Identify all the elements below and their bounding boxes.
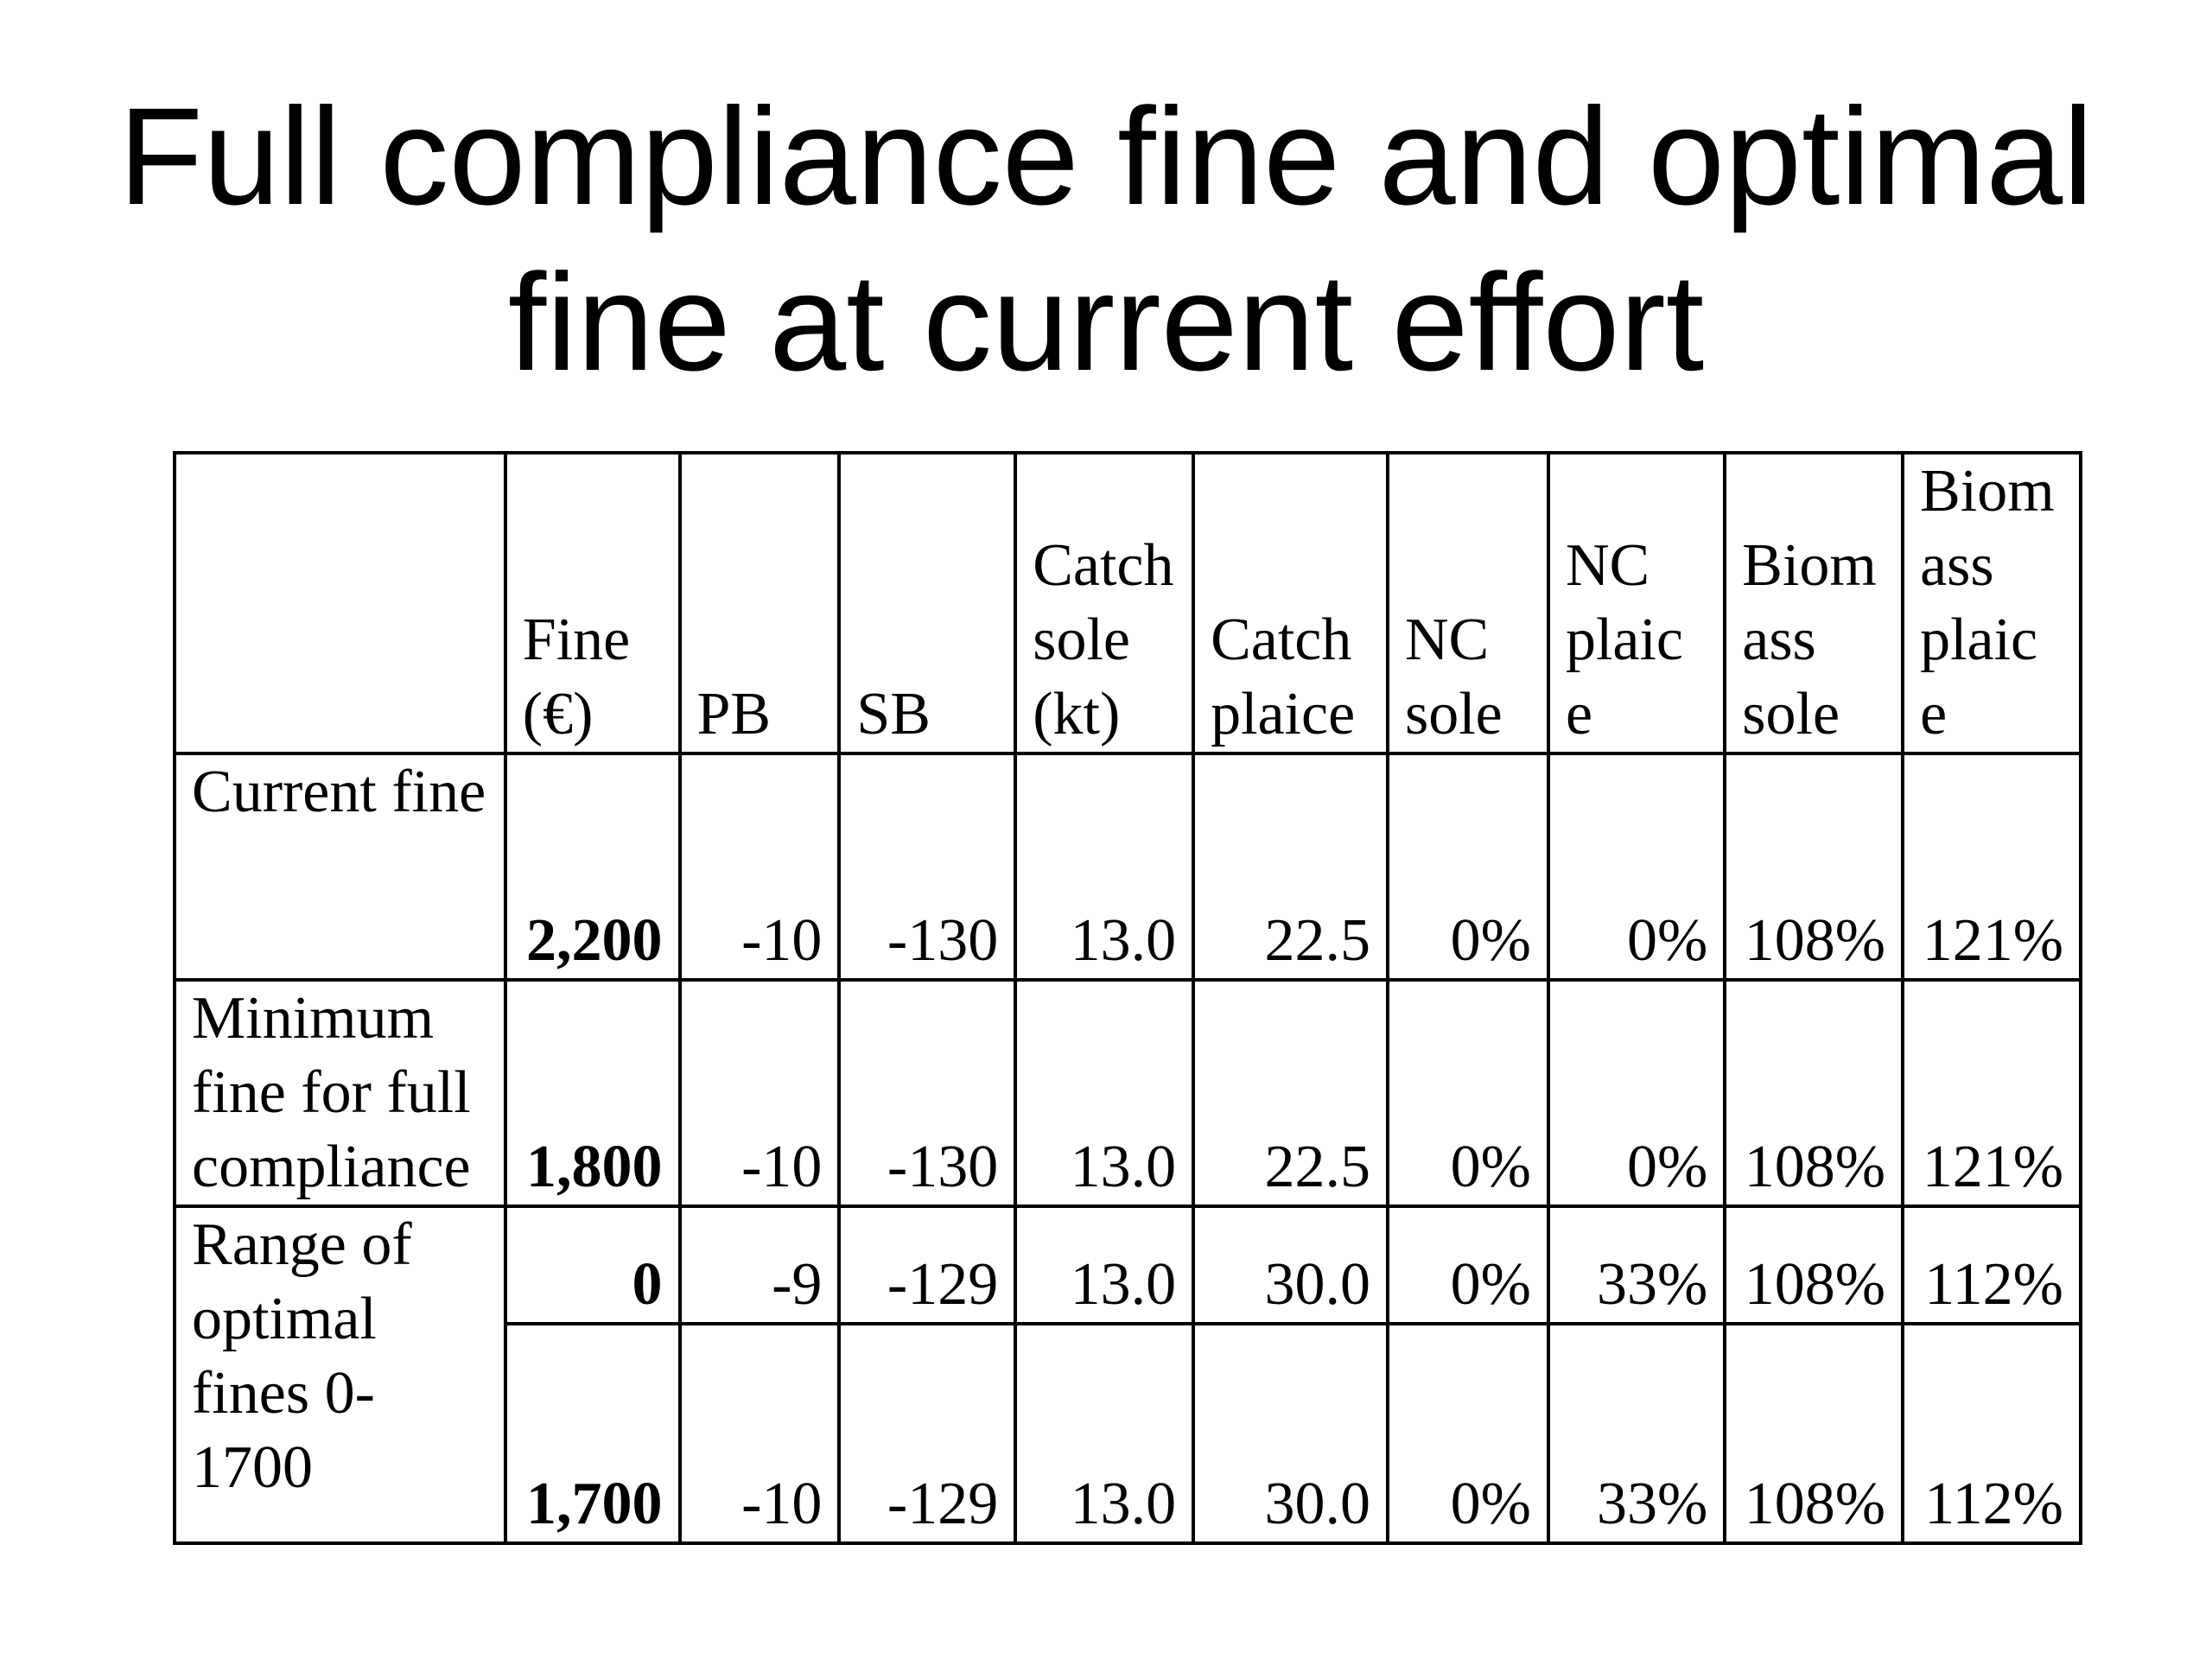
header-pb: [680, 453, 840, 753]
header-biomass-plaice-line-4: e: [1920, 681, 1948, 747]
cell-sb: -129: [839, 1324, 1015, 1543]
slide-title-line-1: Full compliance fine and optimal: [118, 79, 2094, 233]
cell-biomass-plaice: 112%: [1903, 1206, 2081, 1324]
header-fine-line-1: Fine: [522, 607, 631, 673]
header-biomass-sole: [1725, 453, 1903, 753]
cell-nc-sole: 0%: [1388, 980, 1548, 1206]
header-biomass-sole-line-1: Biom: [1742, 532, 1877, 599]
slide-title-line-2: fine at current effort: [507, 245, 1705, 399]
cell-sb: -130: [839, 980, 1015, 1206]
row-label: Range of optimal fines 0-1700: [175, 1206, 505, 1543]
cell-biomass-plaice: 121%: [1903, 980, 2081, 1206]
header-nc-plaice-line-3: e: [1565, 681, 1593, 747]
cell-biomass-sole: 108%: [1725, 1324, 1903, 1543]
cell-fine: 2,200: [505, 753, 680, 980]
results-table: [173, 451, 2082, 1545]
header-catch-plaice-line-1: Catch: [1211, 607, 1352, 673]
header-biomass-sole-line-2: ass: [1742, 607, 1816, 673]
cell-biomass-sole: 108%: [1725, 980, 1903, 1206]
header-nc-plaice-line-1: NC: [1565, 532, 1650, 599]
cell-catch-sole: 13.0: [1015, 753, 1193, 980]
header-nc-plaice: [1548, 453, 1725, 753]
header-pb-line-1: PB: [696, 681, 772, 747]
cell-sb: -129: [839, 1206, 1015, 1324]
cell-fine: 0: [505, 1206, 680, 1324]
header-catch-sole-line-3: (kt): [1033, 681, 1121, 747]
header-nc-sole: [1388, 453, 1548, 753]
header-sb: [839, 453, 1015, 753]
cell-nc-plaice: 0%: [1548, 753, 1725, 980]
table-row: [175, 753, 2081, 980]
header-fine-line-2: (€): [522, 681, 594, 747]
cell-pb: -10: [680, 753, 840, 980]
cell-biomass-sole: 108%: [1725, 753, 1903, 980]
cell-nc-plaice: 33%: [1548, 1324, 1725, 1543]
cell-catch-plaice: 22.5: [1193, 980, 1388, 1206]
header-biomass-plaice-line-3: plaic: [1920, 607, 2038, 673]
cell-pb: -10: [680, 1324, 840, 1543]
cell-catch-sole: 13.0: [1015, 1206, 1193, 1324]
header-fine: [505, 453, 680, 753]
cell-catch-plaice: 30.0: [1193, 1324, 1388, 1543]
header-catch-sole: [1015, 453, 1193, 753]
cell-biomass-plaice: 112%: [1903, 1324, 2081, 1543]
table-row: [175, 980, 2081, 1206]
slide-title: [0, 73, 2212, 405]
header-biomass-sole-line-3: sole: [1742, 681, 1840, 747]
header-row: [175, 453, 2081, 753]
header-biomass-plaice: [1903, 453, 2081, 753]
cell-fine: 1,800: [505, 980, 680, 1206]
header-nc-sole-line-2: sole: [1404, 681, 1503, 747]
row-label: Minimum fine for full compliance: [175, 980, 505, 1206]
cell-pb: -10: [680, 980, 840, 1206]
cell-nc-sole: 0%: [1388, 1206, 1548, 1324]
table-row: [175, 1206, 2081, 1324]
cell-biomass-sole: 108%: [1725, 1206, 1903, 1324]
cell-catch-sole: 13.0: [1015, 980, 1193, 1206]
cell-nc-plaice: 0%: [1548, 980, 1725, 1206]
cell-sb: -130: [839, 753, 1015, 980]
cell-catch-plaice: 30.0: [1193, 1206, 1388, 1324]
cell-fine: 1,700: [505, 1324, 680, 1543]
header-catch-plaice: [1193, 453, 1388, 753]
header-catch-plaice-line-2: plaice: [1211, 681, 1356, 747]
header-empty-cell: [175, 453, 505, 753]
header-nc-plaice-line-2: plaic: [1565, 607, 1684, 673]
cell-biomass-plaice: 121%: [1903, 753, 2081, 980]
header-nc-sole-line-1: NC: [1404, 607, 1490, 673]
cell-catch-sole: 13.0: [1015, 1324, 1193, 1543]
cell-catch-plaice: 22.5: [1193, 753, 1388, 980]
header-biomass-plaice-line-1: Biom: [1920, 458, 2055, 524]
row-label: Current fine: [175, 753, 505, 980]
header-catch-sole-line-1: Catch: [1033, 532, 1174, 599]
header-biomass-plaice-line-2: ass: [1920, 532, 1994, 599]
header-sb-line-1: SB: [856, 681, 931, 747]
cell-nc-sole: 0%: [1388, 1324, 1548, 1543]
cell-pb: -9: [680, 1206, 840, 1324]
cell-nc-plaice: 33%: [1548, 1206, 1725, 1324]
cell-nc-sole: 0%: [1388, 753, 1548, 980]
header-catch-sole-line-2: sole: [1033, 607, 1130, 673]
